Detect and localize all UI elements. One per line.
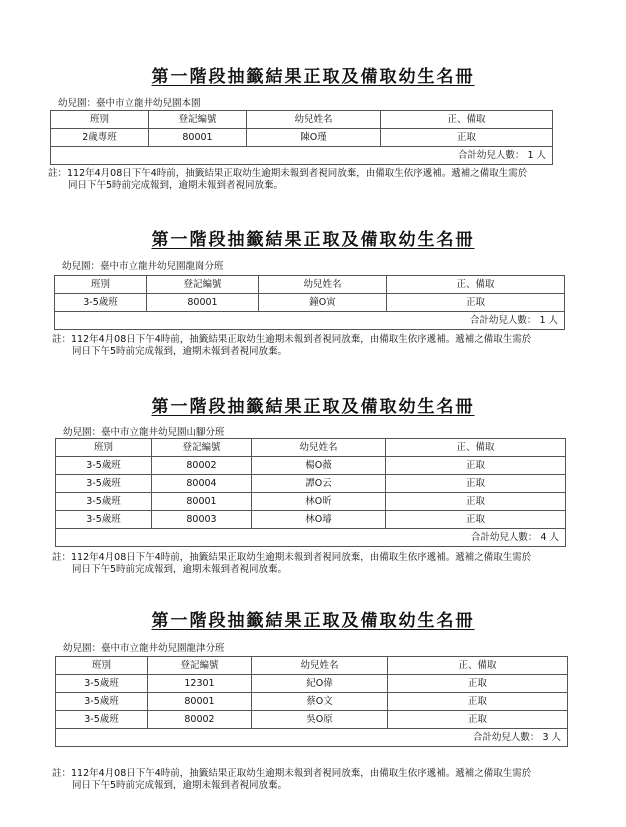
class-cell: 3-5歲班 [56,511,152,529]
child-name-cell: 紀O偉 [252,675,388,693]
total-count: 4 [540,532,547,543]
total-unit: 人 [551,732,561,743]
class-cell: 3-5歲班 [56,693,148,711]
class-cell: 3-5歲班 [56,493,152,511]
column-header: 幼兒姓名 [247,111,381,129]
deadline-note [48,168,527,192]
registration-number-cell: 80004 [152,475,252,493]
total-row [55,312,565,330]
class-cell: 2歲專班 [51,129,149,147]
roster-table [50,110,553,165]
column-header: 幼兒姓名 [259,276,387,294]
admission-status-cell: 正取 [386,493,566,511]
admission-status-cell: 正取 [381,129,553,147]
class-cell: 3-5歲班 [56,475,152,493]
total-count-cell [51,147,553,165]
column-header: 登記編號 [149,111,247,129]
roster-title [0,225,626,250]
registration-number-cell: 12301 [148,675,252,693]
roster-title [0,606,626,631]
table-header-row [55,276,565,294]
note-line: 同日下午5時前完成報到，逾期未報到者視同放棄。 [72,564,288,575]
roster-title [0,62,626,87]
column-header: 登記編號 [152,439,252,457]
roster-title-text: 第一階段抽籤結果正取及備取幼生名冊 [151,230,475,250]
registration-number-cell: 80001 [149,129,247,147]
total-label: 合計幼兒人數： [469,315,537,326]
total-label: 合計幼兒人數： [470,532,538,543]
kindergarten-label: 幼兒園：臺中市立龍井幼兒園龍津分班 [63,643,225,654]
child-name-cell: 陳O瑾 [247,129,381,147]
column-header: 正、備取 [386,439,566,457]
column-header: 登記編號 [147,276,259,294]
table-row [56,475,566,493]
admission-status-cell: 正取 [387,294,565,312]
table-row [56,511,566,529]
table-row [56,457,566,475]
admission-status-cell: 正取 [386,475,566,493]
column-header: 登記編號 [148,657,252,675]
table-row [56,675,568,693]
total-unit: 人 [536,150,546,161]
table-row [55,294,565,312]
total-label: 合計幼兒人數： [457,150,525,161]
total-count: 1 [539,315,546,326]
note-line: 註：112年4月08日下午4時前，抽籤結果正取幼生逾期未報到者視同放棄，由備取生依序遞補。遞補之備取生需於 [52,334,532,345]
table-row [56,693,568,711]
admission-status-cell: 正取 [388,675,568,693]
total-count-cell [56,729,568,747]
note-line: 同日下午5時前完成報到，逾期未報到者視同放棄。 [68,180,284,191]
column-header: 班別 [56,657,148,675]
deadline-note [52,552,531,576]
column-header: 幼兒姓名 [252,657,388,675]
roster-table [55,656,568,747]
child-name-cell: 鐘O寅 [259,294,387,312]
admission-status-cell: 正取 [386,511,566,529]
child-name-cell: 蔡O文 [252,693,388,711]
class-cell: 3-5歲班 [55,294,147,312]
child-name-cell: 吳O原 [252,711,388,729]
table-header-row [56,657,568,675]
child-name-cell: 林O璿 [252,511,386,529]
column-header: 班別 [56,439,152,457]
roster-table [54,275,565,330]
class-cell: 3-5歲班 [56,711,148,729]
total-count-cell [56,529,566,547]
column-header: 班別 [51,111,149,129]
total-count: 1 [527,150,534,161]
note-line: 同日下午5時前完成報到，逾期未報到者視同放棄。 [72,346,288,357]
column-header: 正、備取 [381,111,553,129]
roster-table [55,438,566,547]
admission-status-cell: 正取 [388,693,568,711]
total-unit: 人 [548,315,558,326]
note-line: 註：112年4月08日下午4時前，抽籤結果正取幼生逾期未報到者視同放棄，由備取生依序遞補。遞補之備取生需於 [48,168,528,179]
note-line: 註：112年4月08日下午4時前，抽籤結果正取幼生逾期未報到者視同放棄，由備取生依序遞補。遞補之備取生需於 [52,552,532,563]
registration-number-cell: 80003 [152,511,252,529]
column-header: 正、備取 [388,657,568,675]
note-line: 註：112年4月08日下午4時前，抽籤結果正取幼生逾期未報到者視同放棄，由備取生依序遞補。遞補之備取生需於 [52,768,532,779]
column-header: 幼兒姓名 [252,439,386,457]
roster-title [0,392,626,417]
kindergarten-label: 幼兒園：臺中市立龍井幼兒園山腳分班 [63,427,225,438]
total-row [56,529,566,547]
registration-number-cell: 80001 [147,294,259,312]
registration-number-cell: 80002 [152,457,252,475]
child-name-cell: 林O昕 [252,493,386,511]
child-name-cell: 楊O薇 [252,457,386,475]
deadline-note [52,768,531,792]
table-row [51,129,553,147]
column-header: 正、備取 [387,276,565,294]
table-row [56,493,566,511]
admission-status-cell: 正取 [388,711,568,729]
table-header-row [51,111,553,129]
class-cell: 3-5歲班 [56,457,152,475]
total-unit: 人 [549,532,559,543]
column-header: 班別 [55,276,147,294]
registration-number-cell: 80001 [148,693,252,711]
roster-title-text: 第一階段抽籤結果正取及備取幼生名冊 [151,67,475,87]
total-row [51,147,553,165]
registration-number-cell: 80001 [152,493,252,511]
registration-number-cell: 80002 [148,711,252,729]
total-row [56,729,568,747]
total-count: 3 [542,732,549,743]
table-header-row [56,439,566,457]
kindergarten-label: 幼兒園：臺中市立龍井幼兒園本園 [58,98,201,109]
admission-status-cell: 正取 [386,457,566,475]
table-row [56,711,568,729]
note-line: 同日下午5時前完成報到，逾期未報到者視同放棄。 [72,780,288,791]
class-cell: 3-5歲班 [56,675,148,693]
roster-title-text: 第一階段抽籤結果正取及備取幼生名冊 [151,397,475,417]
child-name-cell: 譚O云 [252,475,386,493]
kindergarten-label: 幼兒園：臺中市立龍井幼兒園龍崗分班 [62,261,224,272]
total-count-cell [55,312,565,330]
roster-title-text: 第一階段抽籤結果正取及備取幼生名冊 [151,611,475,631]
total-label: 合計幼兒人數： [472,732,540,743]
deadline-note [52,334,531,358]
